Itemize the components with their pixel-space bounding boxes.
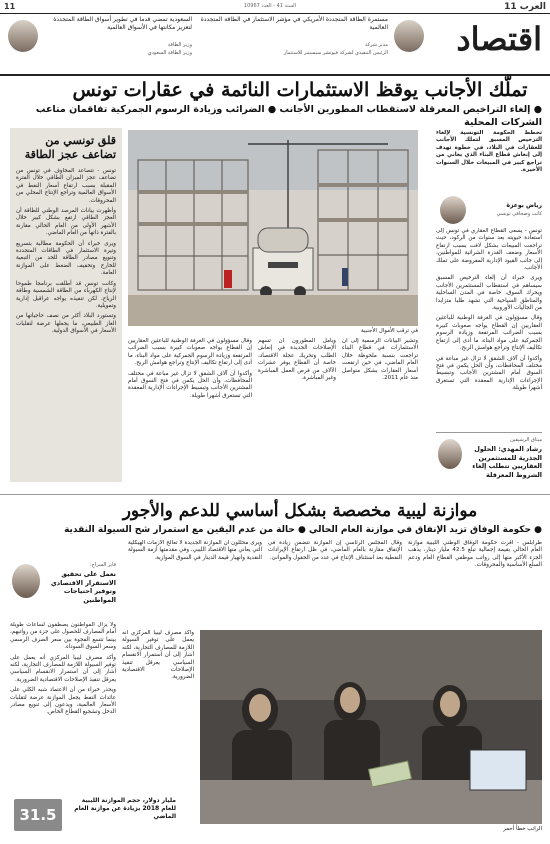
story2-column-1: طرابلس - أقرت حكومة الوفاق الوطني الليبية موازنة العام الحالي بقيمة إجمالية تبلغ 42.5 مليار دينار، يذهب الجزء الأكبر منها إلى رواتب موظفي القطاع العام ودعم السلع الأساسية والمحروقات.	[408, 540, 542, 569]
quote-box	[436, 432, 542, 487]
paragraph: وأكد مصرف ليبيا المركزي أنه يعمل على توفير السيولة اللازمة للمصارف التجارية، لكنه أشار إلى أن استمرار الانقسام السياسي يعرقل تنفيذ الإصلاحات الاقتصادية الضرورية.	[10, 654, 116, 683]
fact-number: 31.5	[14, 799, 62, 831]
story2-column-left	[10, 622, 116, 790]
teaser-1-name: الرئيس التنفيذي لشركة فيوتشر سيستمز للاستثمار	[283, 50, 388, 56]
header-rule	[0, 74, 550, 76]
top-rule	[0, 13, 550, 14]
dateline: السنة 41 - العدد 10967	[243, 3, 297, 9]
construction-scene-icon	[128, 130, 418, 326]
paragraph: وكانت تونس قد أطلقت برنامجا طموحا لإنتاج الكهرباء من الطاقة الشمسية وطاقة الرياح، لكن تنفيذه يواجه عراقيل إدارية وتمويلية.	[16, 280, 116, 309]
teaser-2-name: وزير الطاقة السعودي	[147, 50, 192, 56]
bank-scene-icon	[200, 630, 542, 824]
paragraph: ويحذر خبراء من أن الاعتماد شبه الكلي على عائدات النفط يجعل الموازنة عرضة لتقلبات الأسعار العالمية، ويدعون إلى تنويع مصادر الدخل وتشجيع القطاع الخاص.	[10, 687, 116, 716]
paragraph: تونس - تتصاعد المخاوف في تونس من تضاعف عجز الميزان الطاقي خلال الفترة المقبلة بسبب ارتفاع أسعار النفط في الأسواق العالمية وتراجع الإنتاج المحلي من المحروقات.	[16, 168, 116, 204]
quote-label: ميثاق الرشيقين	[510, 437, 542, 443]
story1-headline: تملّك الأجانب يوقظ الاستثمارات النائمة في عقارات تونس	[72, 79, 528, 101]
story2-headline: موازنة ليبية مخصصة بشكل أساسي للدعم والأجور	[122, 501, 478, 521]
paragraph: ويرى خبراء أن الحكومة مطالبة بتسريع وتيرة الاستثمار في الطاقات المتجددة وتنويع مصادر الطاقة للحد من التبعية للخارج وتخفيف الضغط على الموازنة العامة.	[16, 240, 116, 277]
paragraph: وأظهرت بيانات المرصد الوطني للطاقة أن العجز الطاقي ارتفع بشكل كبير خلال الأشهر الأولى من العام الحالي مقارنة بالفترة ذاتها من العام الماضي.	[16, 208, 116, 237]
story2-column-2: وقال المجلس الرئاسي إن الموازنة تتضمن زيادة في الإنفاق مقارنة بالعام الماضي، في ظل ارتفاع الإيرادات النفطية بعد استئناف الإنتاج في عدد من الحقول والموانئ.	[268, 540, 402, 561]
construction-photo	[128, 130, 418, 326]
paragraph: تونس - يسعى القطاع العقاري في تونس إلى استعادة حيويته بعد سنوات من الركود، حيث تراجعت المبيعات بشكل لافت بسبب ارتفاع الأسعار وضعف القدرة الشرائية للمواطنين، إلى جانب القيود الإدارية المفروضة على تملك الأجانب.	[436, 228, 542, 272]
masthead-logo: العرب 11	[504, 2, 546, 12]
author-photo	[440, 196, 466, 224]
sidebar-box	[10, 128, 122, 482]
story1-author	[436, 196, 542, 226]
page-number: 11	[4, 2, 16, 11]
story2-column-4: وأكد مصرف ليبيا المركزي أنه يعمل على توفير السيولة اللازمة للمصارف التجارية، لكنه أشار إلى أن استمرار الانقسام السياسي يعرقل تنفيذ الإصلاحات الاقتصادية الضرورية.	[122, 630, 194, 681]
story1-photo-caption: في ترقب الأموال الأجنبية	[360, 328, 418, 334]
paragraph: وأكدوا أن آلاف الشقق لا تزال غير مباعة في مختلف المحافظات، وأن الحل يكمن في فتح السوق أمام المشترين الأجانب وتبسيط الإجراءات الإدارية المعقدة التي تستغرق أشهرا طويلة.	[128, 370, 252, 399]
story1-column-2: وتشير البيانات الرسمية إلى أن الاستثمارات في قطاع البناء تراجعت بنسبة ملحوظة خلال العام الماضي، في حين ارتفعت أسعار العقارات بشكل متواصل منذ عام 2011.	[342, 338, 418, 382]
story2-photo-caption: الراتب خطأ أحمر	[503, 826, 542, 832]
quote-text: رشاد المهدي: الحلول الجذرية للمستثمرين العقاريين تتطلب إلغاء الشروط المعرقلة	[472, 445, 542, 479]
story1-column-1	[436, 228, 542, 430]
teaser-1-text: مستمرة الطاقة المتجددة الأمريكي في مؤشر الاستثمار في الطاقة المتجددة العالمية	[200, 16, 388, 31]
story2-column-3: ويرى محللون أن الموازنة الجديدة لا تعالج الأزمات الهيكلية التي يعاني منها الاقتصاد الليبي، وفي مقدمتها أزمة السيولة النقدية وانهيار قيمة الدينار في السوق الموازية.	[128, 540, 262, 561]
teaser-1-photo	[394, 20, 424, 52]
author-location: كاتب وصحافي تونسي	[496, 211, 542, 217]
teaser-2	[8, 16, 192, 68]
story1-subhead-1: ● إلغاء التراخيص المعرقلة لاستقطاب المطورين الأجانب ● الضرائب وزيادة الرسوم الجمركية تفاقمان متاعب الشركات المحلية	[35, 104, 542, 128]
paragraph: ويرى خبراء أن إلغاء الترخيص المسبق سيساهم في استقطاب المستثمرين الأجانب ويحرك السوق، خاصة في المدن الساحلية والمناطق السياحية التي تشهد طلبا متزايدا من الجاليات الأوروبية.	[436, 275, 542, 312]
teaser-2-photo	[8, 20, 38, 52]
info-photo	[12, 564, 40, 598]
top-bar	[0, 2, 550, 12]
fact-text: مليار دولار، حجم الموازنة الليبية للعام 2018 بزيادة عن موازنة العام الماضي	[74, 797, 176, 820]
page-header	[0, 0, 550, 76]
teaser-2-role: وزير الطاقة	[167, 42, 192, 48]
paragraph: وأكدوا أن آلاف الشقق لا تزال غير مباعة في مختلف المحافظات، وأن الحل يكمن في فتح السوق أمام المشترين الأجانب وتبسيط الإجراءات الإدارية المعقدة التي تستغرق أشهرا طويلة.	[436, 355, 542, 392]
quote-photo	[438, 439, 462, 469]
story2-subhead: ● حكومة الوفاق تزيد الإنفاق في موازنة العام الحالي ● حالة من عدم اليقين مع استمرار شح السيولة النقدية	[64, 525, 542, 535]
section-title: اقتصاد	[456, 20, 542, 58]
story1-column-4	[128, 338, 252, 488]
paragraph: وتستورد البلاد أكثر من نصف حاجياتها من الغاز الطبيعي، ما يجعلها عرضة لتقلبات الأسعار في الأسواق الدولية.	[16, 313, 116, 335]
story2-info-box	[10, 560, 116, 618]
teaser-1-role: مدير شركة	[364, 42, 388, 48]
paragraph: وقال مسؤولون في الغرفة الوطنية للباعثين العقاريين إن القطاع يواجه صعوبات كبيرة بسبب الضرائب المرتفعة وزيادة الرسوم الجمركية على مواد البناء، ما أدى إلى ارتفاع تكاليف الإنتاج وتراجع هوامش الربح.	[436, 315, 542, 352]
info-text: نعمل على تحقيق الاستقرار الاقتصادي وتوفير احتياجات المواطنين	[50, 570, 116, 604]
story1-column-3: ويأمل المطورون أن تسهم الإصلاحات الجديدة في إنعاش الطلب وتحريك عجلة الاقتصاد، خاصة أن القطاع يوفر عشرات الآلاف من فرص العمل المباشرة وغير المباشرة.	[258, 338, 336, 382]
teaser-2-text: السعودية تمضي قدما في تطوير أسواق الطاقة المتجددة لتعزيز مكانتها في الأسواق العالمية	[53, 16, 192, 31]
author-name: رياض بوعزة	[506, 202, 542, 209]
paragraph: ولا يزال المواطنون يصطفون لساعات طويلة أمام المصارف للحصول على جزء من رواتبهم، بينما تتسع الفجوة بين سعر الصرف الرسمي وسعر السوق السوداء.	[10, 622, 116, 651]
bank-photo	[200, 630, 542, 824]
fact-box	[10, 793, 178, 837]
sidebar-body	[16, 168, 116, 476]
story-divider	[0, 494, 550, 495]
info-author	[10, 560, 116, 618]
teaser-1	[196, 16, 424, 68]
sidebar-headline: قلق تونسي من تضاعف عجز الطاقة	[24, 134, 116, 161]
paragraph: وقال مسؤولون في الغرفة الوطنية للباعثين العقاريين إن القطاع يواجه صعوبات كبيرة بسبب الضرائب المرتفعة وزيادة الرسوم الجمركية على مواد البناء، ما أدى إلى ارتفاع تكاليف الإنتاج وتراجع هوامش الربح.	[128, 338, 252, 367]
info-label: فايز السراج:	[89, 562, 116, 568]
story1-lead: تخطط الحكومة التونسية لإلغاء الترخيص المسبق لتملك الأجانب للعقارات في البلاد، في خطوة تهدف إلى إنعاش قطاع البناء الذي يعاني من تراجع كبير في المبيعات خلال السنوات الأخيرة.	[436, 130, 542, 174]
